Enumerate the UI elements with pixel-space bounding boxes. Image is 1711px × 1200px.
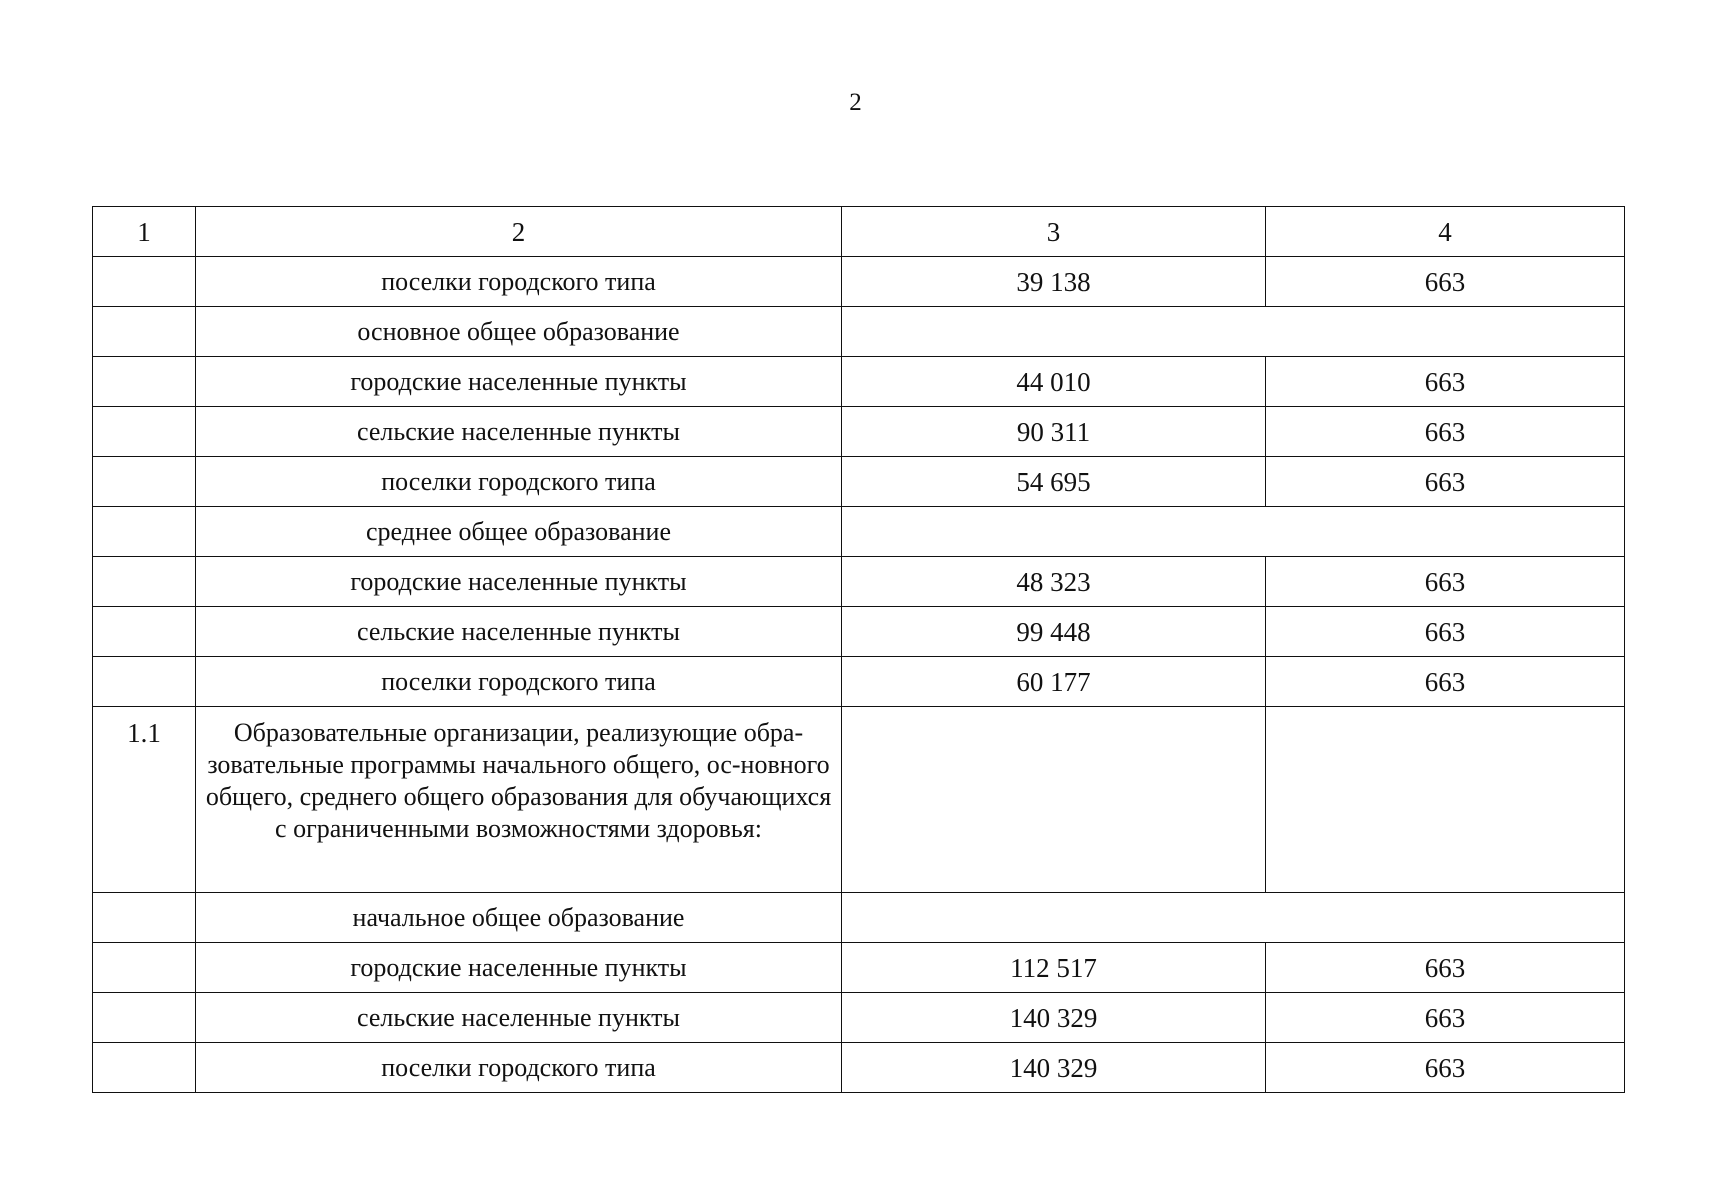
row-number-cell (93, 993, 196, 1043)
table-row (93, 1043, 1625, 1093)
table-row (93, 257, 1625, 307)
section-title-cell: среднее общее образование (196, 507, 842, 557)
value-cell (842, 707, 1266, 893)
coefficient-cell: 663 (1266, 607, 1625, 657)
value-cell: 48 323 (842, 557, 1266, 607)
table-row (93, 993, 1625, 1043)
value-cell: 99 448 (842, 607, 1266, 657)
page-number: 2 (849, 89, 862, 116)
table-row (93, 707, 1625, 893)
row-name-cell: городские населенные пункты (196, 357, 842, 407)
row-number-cell (93, 357, 196, 407)
row-number-cell (93, 407, 196, 457)
row-number-cell (93, 557, 196, 607)
row-number-cell: 1.1 (93, 707, 196, 893)
table-row (93, 407, 1625, 457)
row-number-cell (93, 257, 196, 307)
row-number-cell (93, 307, 196, 357)
value-cell: 140 329 (842, 1043, 1266, 1093)
row-number-cell (93, 507, 196, 557)
section-empty-cell (842, 507, 1625, 557)
row-name-cell: поселки городского типа (196, 457, 842, 507)
column-header-3: 3 (842, 207, 1266, 257)
column-header-4: 4 (1266, 207, 1625, 257)
row-name-cell: поселки городского типа (196, 657, 842, 707)
value-cell: 39 138 (842, 257, 1266, 307)
table-row (93, 557, 1625, 607)
section-empty-cell (842, 893, 1625, 943)
coefficient-cell: 663 (1266, 357, 1625, 407)
row-name-cell: поселки городского типа (196, 1043, 842, 1093)
row-number-cell (93, 457, 196, 507)
coefficient-cell: 663 (1266, 1043, 1625, 1093)
row-number-cell (93, 1043, 196, 1093)
value-cell: 90 311 (842, 407, 1266, 457)
row-name-cell: городские населенные пункты (196, 557, 842, 607)
table-section-row (93, 307, 1625, 357)
row-name-cell: поселки городского типа (196, 257, 842, 307)
coefficient-cell: 663 (1266, 943, 1625, 993)
table-header-row (93, 207, 1625, 257)
value-cell: 44 010 (842, 357, 1266, 407)
row-name-cell: сельские населенные пункты (196, 993, 842, 1043)
table-row (93, 943, 1625, 993)
coefficient-cell: 663 (1266, 257, 1625, 307)
column-header-2: 2 (196, 207, 842, 257)
section-empty-cell (842, 307, 1625, 357)
value-cell: 112 517 (842, 943, 1266, 993)
table-row (93, 657, 1625, 707)
row-number-cell (93, 943, 196, 993)
row-number-cell (93, 607, 196, 657)
row-name-cell: сельские населенные пункты (196, 407, 842, 457)
section-title-cell: начальное общее образование (196, 893, 842, 943)
table-section-row (93, 507, 1625, 557)
coefficient-cell (1266, 707, 1625, 893)
value-cell: 60 177 (842, 657, 1266, 707)
coefficient-cell: 663 (1266, 557, 1625, 607)
value-cell: 140 329 (842, 993, 1266, 1043)
row-number-cell (93, 657, 196, 707)
value-cell: 54 695 (842, 457, 1266, 507)
table-section-row (93, 893, 1625, 943)
table-row (93, 607, 1625, 657)
section-title-cell: основное общее образование (196, 307, 842, 357)
coefficient-cell: 663 (1266, 657, 1625, 707)
coefficient-cell: 663 (1266, 407, 1625, 457)
column-header-1: 1 (93, 207, 196, 257)
row-name-cell: сельские населенные пункты (196, 607, 842, 657)
data-table (92, 206, 1625, 1093)
row-name-cell: Образовательные организации, реализующие обра-зовательные программы начального общего, ос-новного общего, среднего общего образования для обучающихся с ограниченными возможностями здоровья: (196, 707, 842, 893)
table-row (93, 357, 1625, 407)
row-number-cell (93, 893, 196, 943)
table-row (93, 457, 1625, 507)
coefficient-cell: 663 (1266, 993, 1625, 1043)
row-name-cell: городские населенные пункты (196, 943, 842, 993)
coefficient-cell: 663 (1266, 457, 1625, 507)
